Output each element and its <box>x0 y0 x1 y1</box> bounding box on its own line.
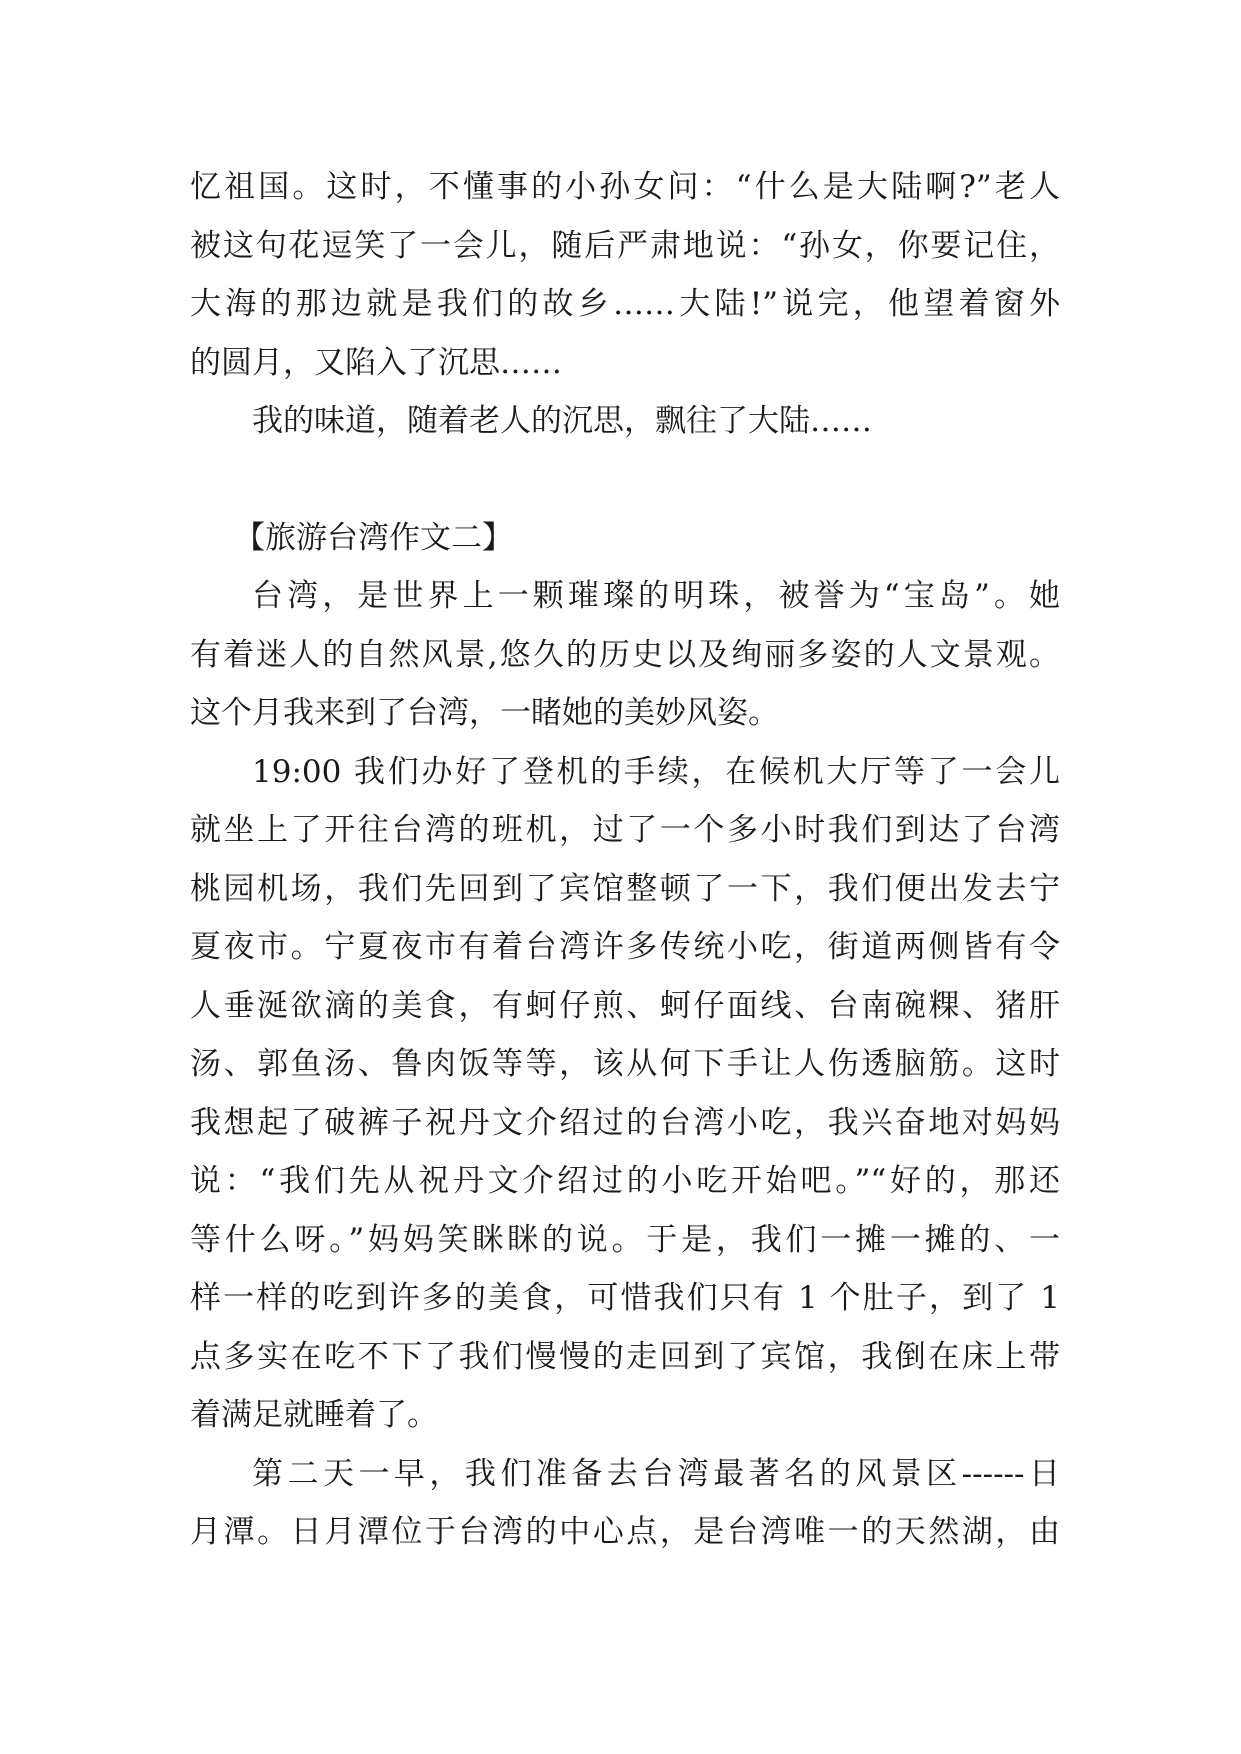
text-line: 台湾，是世界上一颗璀璨的明珠，被誉为“宝岛”。她 <box>252 578 1060 614</box>
text-line: 桃园机场，我们先回到了宾馆整顿了一下，我们便出发去宁 <box>190 870 1060 907</box>
section-heading <box>190 509 1060 568</box>
text-line: 的圆月，又陷入了沉思…… <box>190 344 562 381</box>
text-line: 样一样的吃到许多的美食，可惜我们只有 1 个肚子，到了 1 <box>190 1280 1060 1316</box>
text-line: 大海的那边就是我们的故乡……大陆!”说完，他望着窗外 <box>190 286 1060 322</box>
text-line: 被这句花逗笑了一会儿，随后严肃地说：“孙女，你要记住， <box>190 227 1060 264</box>
paragraph-sun-moon-lake <box>190 1445 1060 1562</box>
text-line: 这个月我来到了台湾，一睹她的美妙风姿。 <box>190 695 779 731</box>
text-line: 等什么呀。”妈妈笑眯眯的说。于是，我们一摊一摊的、一 <box>190 1221 1060 1258</box>
paragraph-night-market <box>190 743 1060 1445</box>
paragraph-gap <box>190 451 1060 509</box>
document-body <box>190 158 1060 1562</box>
text-line: 点多实在吃不下了我们慢慢的走回到了宾馆，我倒在床上带 <box>190 1338 1060 1375</box>
text-line: 我想起了破裤子祝丹文介绍过的台湾小吃，我兴奋地对妈妈 <box>190 1104 1060 1141</box>
text-line: 着满足就睡着了。 <box>190 1397 438 1433</box>
text-line: 有着迷人的自然风景,悠久的历史以及绚丽多姿的人文景观。 <box>190 636 1060 673</box>
text-line: 月潭。日月潭位于台湾的中心点，是台湾唯一的天然湖，由 <box>190 1514 1060 1550</box>
text-line: 我的味道，随着老人的沉思，飘往了大陆…… <box>252 403 872 439</box>
text-line: 汤、郭鱼汤、鲁肉饭等等，该从何下手让人伤透脑筋。这时 <box>190 1046 1060 1082</box>
text-line: 说：“我们先从祝丹文介绍过的小吃开始吧。”“好的，那还 <box>190 1163 1060 1199</box>
text-line: 忆祖国。这时，不懂事的小孙女问：“什么是大陆啊?”老人 <box>190 169 1060 205</box>
paragraph-closing <box>190 392 1060 451</box>
heading-text: 【旅游台湾作文二】 <box>234 519 513 556</box>
text-line: 就坐上了开往台湾的班机，过了一个多小时我们到达了台湾 <box>190 812 1060 848</box>
text-line: 人垂涎欲滴的美食，有蚵仔煎、蚵仔面线、台南碗粿、猪肝 <box>190 987 1060 1024</box>
paragraph-continuation <box>190 158 1060 392</box>
text-line: 第二天一早，我们准备去台湾最著名的风景区------日 <box>252 1455 1060 1492</box>
text-line: 19:00 我们办好了登机的手续，在候机大厅等了一会儿 <box>252 753 1060 790</box>
paragraph-intro <box>190 567 1060 743</box>
text-line: 夏夜市。宁夏夜市有着台湾许多传统小吃，街道两侧皆有令 <box>190 929 1060 965</box>
